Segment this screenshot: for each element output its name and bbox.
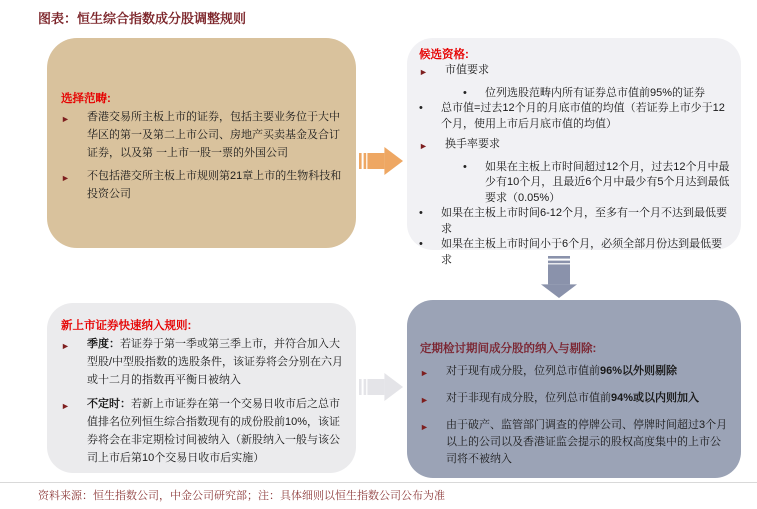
list-item-text	[446, 417, 731, 468]
sub-list-item	[463, 86, 731, 102]
list-item-text: 不包括港交所主板上市规则第21章上市的生物科技和投资公司	[87, 170, 342, 200]
selection-scope-box	[47, 38, 356, 248]
fast-entry-rules-box	[47, 303, 356, 473]
list-item	[61, 167, 344, 203]
list-item-body: 若新上市证券在第一个交易日收市后之总市值排名位列恒生综合指数现有的成份股前10%，该证券将会在非定期检讨间被纳入（新股纳入一般与该公司上市后第10个交易日收市后实施）	[87, 398, 341, 464]
list-item-body: 由于破产、监管部门调查的停牌公司、停牌时间超过3个月以上的公司以及香港证监会提示的股权高度集中的上市公司将不被纳入	[446, 419, 728, 465]
sub-list-item	[463, 160, 731, 207]
list-item-text	[87, 335, 344, 389]
list-item-text: 香港交易所主板上市的证券，包括主要业务位于大中华区的第一及第二上市公司、房地产买卖基金及合订证券，以及第 一上市一股一票的外国公司	[87, 111, 340, 159]
list-item	[419, 137, 731, 155]
list-item-body: 对于现有成分股，位列总市值前	[446, 365, 600, 377]
periodic-review-heading: 定期检讨期间成分股的纳入与剔除:	[420, 343, 597, 355]
list-item-text	[446, 363, 731, 380]
triangle-bullet-icon: ►	[61, 173, 70, 183]
sub-list-item-text: 总市值=过去12个月的月底市值的均值（若证券上市少于12个月，使用上市后月底市值的均值）	[441, 102, 725, 130]
dot-bullet-icon: •	[463, 86, 467, 99]
source-note: 资料来源：恒生指数公司，中金公司研究部；注：具体细则以恒生指数公司公布为准	[38, 490, 445, 502]
list-item-text: 换手率要求	[445, 138, 500, 150]
selection-scope-heading: 选择范畴:	[61, 93, 111, 105]
flow-arrow-down-icon	[540, 256, 578, 303]
triangle-bullet-icon: ►	[420, 368, 429, 378]
list-item	[61, 108, 344, 162]
candidate-eligibility-box	[407, 38, 741, 266]
dot-bullet-icon: •	[419, 238, 423, 250]
flow-arrow-right-icon	[359, 146, 403, 181]
list-item	[61, 335, 344, 389]
list-item-emphasis: 96%以外则剔除	[600, 365, 678, 377]
list-item	[420, 363, 731, 382]
triangle-bullet-icon: ►	[61, 341, 70, 351]
list-item	[61, 395, 344, 467]
periodic-review-box	[407, 300, 741, 478]
page-title: 图表：恒生综合指数成分股调整规则	[38, 11, 247, 26]
dot-bullet-icon: •	[419, 207, 423, 219]
flow-arrow-right-gray-icon	[359, 372, 403, 407]
fast-entry-heading: 新上市证券快速纳入规则:	[61, 320, 192, 332]
sub-list-item-text: 如果在主板上市时间小于6个月，必须全部月份达到最低要求	[441, 238, 723, 266]
sub-list-item-text: 如果在主板上市时间超过12个月，过去12个月中最少有10个月，且最近6个月中最少有5个月达到最低要求（0.05%）	[485, 160, 730, 204]
dot-bullet-icon: •	[419, 102, 423, 114]
sub-list-item	[419, 206, 731, 237]
list-item-body: 对于非现有成分股，位列总市值前	[446, 392, 611, 404]
triangle-bullet-icon: ►	[61, 401, 70, 411]
list-item-label: 季度：	[87, 338, 120, 350]
candidate-eligibility-heading: 候选资格:	[419, 49, 469, 61]
triangle-bullet-icon: ►	[420, 422, 429, 432]
list-item-label: 不定时：	[87, 398, 131, 410]
dot-bullet-icon: •	[463, 160, 467, 173]
list-item-text: 市值要求	[445, 64, 489, 76]
list-item	[420, 417, 731, 468]
sub-list-item-text: 如果在主板上市时间6-12个月，至多有一个月不达到最低要求	[441, 207, 728, 235]
list-item-text	[446, 390, 731, 407]
triangle-bullet-icon: ►	[61, 114, 70, 124]
triangle-bullet-icon: ►	[420, 395, 429, 405]
list-item	[419, 63, 731, 81]
list-item	[420, 390, 731, 409]
sub-list-item-text: 位列选股范畴内所有证券总市值前95%的证券	[485, 86, 706, 99]
footer-divider	[0, 482, 757, 483]
list-item-body: 若证券于第一季或第三季上市，并符合加入大型股/中型股指数的选股条件，该证券将会分别在六月或十二月的指数再平衡日被纳入	[87, 338, 344, 386]
triangle-bullet-icon: ►	[419, 141, 428, 151]
list-item-text	[87, 395, 344, 467]
triangle-bullet-icon: ►	[419, 67, 428, 77]
sub-list-item	[419, 101, 731, 132]
list-item-emphasis: 94%或以内则加入	[611, 392, 700, 404]
